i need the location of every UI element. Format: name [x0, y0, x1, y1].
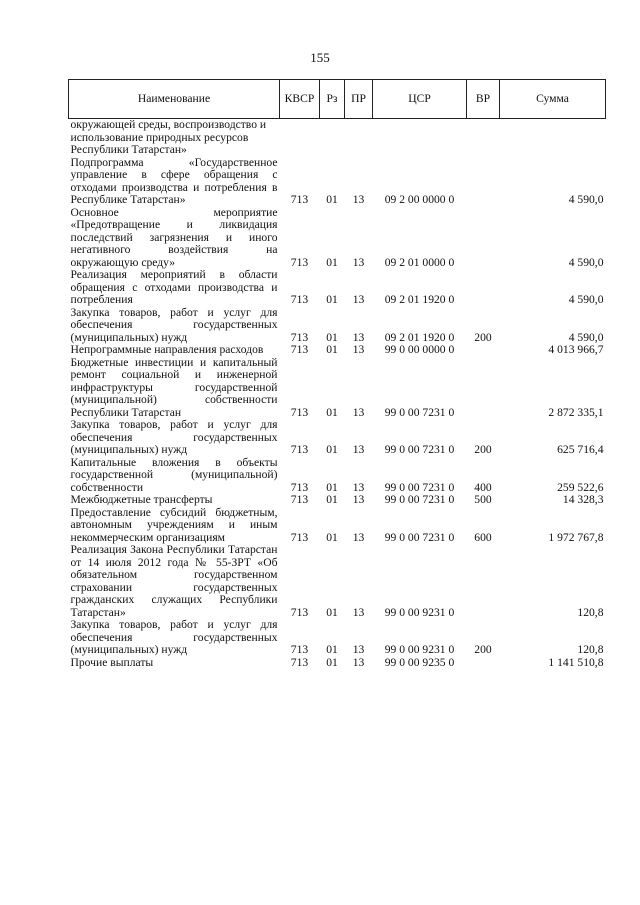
row-sum: [500, 119, 606, 157]
row-kvsr: 713: [290, 443, 309, 456]
row-name: Капитальные вложения в объекты государственной (муниципальной) собственности: [70, 455, 278, 494]
table-row: [69, 357, 606, 420]
header-csr: ЦСР: [373, 80, 467, 119]
row-vr: 400: [474, 480, 492, 494]
row-pr: 13: [352, 605, 365, 619]
row-sum: 1 141 510,8: [548, 655, 604, 669]
row-name: Непрограммные направления расходов: [70, 343, 264, 356]
row-pr: 13: [352, 330, 365, 344]
row-csr: 09 2 01 1920 0: [384, 330, 455, 344]
row-pr: 13: [352, 493, 365, 506]
row-vr: [467, 207, 500, 270]
table-row: [69, 419, 606, 457]
row-sum: 2 872 335,1: [548, 405, 604, 419]
row-name: Реализация мероприятий в области обращения с отходами производства и потребления: [70, 268, 278, 306]
row-pr: 13: [352, 530, 365, 544]
table-row: [69, 307, 606, 345]
table-row: [69, 657, 606, 670]
row-rz: 01: [326, 530, 338, 544]
row-csr: 99 0 00 7231 0: [384, 493, 455, 506]
table-row: [69, 457, 606, 495]
row-sum: 259 522,6: [557, 480, 604, 494]
row-vr: [467, 269, 500, 307]
row-name: Предоставление субсидий бюджетным, автономным учреждениям и иным некоммерческим организациям: [70, 505, 278, 544]
table-row: [69, 544, 606, 619]
row-sum: 4 590,0: [568, 255, 604, 269]
row-pr: 13: [352, 443, 365, 456]
row-rz: 01: [326, 405, 338, 419]
row-vr: [467, 344, 500, 357]
row-kvsr: 713: [290, 193, 309, 206]
row-name: Прочие выплаты: [70, 655, 154, 669]
row-pr: 13: [352, 343, 365, 356]
row-kvsr: 713: [290, 643, 309, 656]
row-csr: 99 0 00 9231 0: [384, 643, 455, 656]
row-rz: 01: [326, 193, 338, 206]
row-csr: 99 0 00 9231 0: [384, 605, 455, 619]
row-kvsr: 713: [290, 655, 309, 669]
table-row: [69, 507, 606, 545]
row-rz: 01: [326, 293, 338, 306]
row-pr: 13: [352, 293, 365, 306]
row-csr: 99 0 00 7231 0: [384, 443, 455, 456]
row-kvsr: 713: [290, 530, 309, 544]
header-kvsr: КВСР: [280, 80, 320, 119]
row-name: Бюджетные инвестиции и капитальный ремонт социальной и инженерной инфраструктуры государственной (муниципальной) собственности Республики Татарстан: [70, 355, 278, 419]
row-sum: 4 013 966,7: [548, 343, 604, 356]
row-kvsr: 713: [290, 343, 309, 356]
page-number: 155: [310, 50, 330, 65]
row-pr: 13: [352, 405, 365, 419]
row-vr: 600: [474, 530, 492, 544]
row-sum: 120,8: [577, 605, 604, 619]
row-name: Закупка товаров, работ и услуг для обеспечения государственных (муниципальных) нужд: [70, 418, 278, 456]
row-name: Закупка товаров, работ и услуг для обеспечения государственных (муниципальных) нужд: [70, 305, 278, 344]
row-rz: 01: [326, 343, 338, 356]
row-sum: 120,8: [577, 643, 604, 656]
row-sum: 625 716,4: [557, 443, 604, 456]
header-rz: Рз: [320, 80, 345, 119]
row-sum: 14 328,3: [562, 493, 604, 506]
row-csr: 09 2 01 1920 0: [384, 293, 455, 306]
row-kvsr: 713: [290, 493, 309, 506]
row-csr: [373, 119, 467, 157]
table-row: [69, 119, 606, 157]
row-pr: 13: [352, 255, 365, 269]
row-rz: [320, 119, 345, 157]
row-name: Реализация Закона Республики Татарстан от 14 июля 2012 года № 55-ЗРТ «Об обязательном государственном страховании государственных гражданских служащих Республики Татарстан»: [70, 543, 278, 619]
row-vr: [467, 119, 500, 157]
row-sum: 4 590,0: [568, 293, 604, 306]
row-pr: 13: [352, 193, 365, 206]
row-rz: 01: [326, 480, 338, 494]
row-kvsr: 713: [290, 480, 309, 494]
row-rz: 01: [326, 643, 338, 656]
row-rz: 01: [326, 443, 338, 456]
row-vr: 200: [474, 443, 492, 456]
row-csr: 99 0 00 7231 0: [384, 480, 455, 494]
table-row: [69, 157, 606, 207]
row-pr: 13: [352, 643, 365, 656]
row-kvsr: 713: [290, 293, 309, 306]
row-vr: 200: [474, 643, 492, 656]
row-vr: [467, 544, 500, 619]
table-row: [69, 207, 606, 270]
table-row: [69, 344, 606, 357]
header-vr: ВР: [467, 80, 500, 119]
table-header-row: [69, 80, 606, 119]
row-name: окружающей среды, воспроизводство и использование природных ресурсов Республики Татарстан»: [70, 118, 267, 156]
budget-table: [68, 79, 606, 669]
row-rz: 01: [326, 655, 338, 669]
row-pr: 13: [352, 655, 365, 669]
header-name: Наименование: [69, 80, 280, 119]
row-name: Основное мероприятие «Предотвращение и ликвидация последствий загрязнения и иного негативного воздействия на окружающую среду»: [70, 205, 278, 269]
row-rz: 01: [326, 605, 338, 619]
row-kvsr: [280, 119, 320, 157]
row-csr: 99 0 00 9235 0: [384, 655, 455, 669]
table-row: [69, 494, 606, 507]
row-csr: 09 2 00 0000 0: [384, 193, 455, 206]
row-vr: [467, 357, 500, 420]
row-rz: 01: [326, 255, 338, 269]
row-vr: [467, 657, 500, 670]
row-kvsr: 713: [290, 405, 309, 419]
row-rz: 01: [326, 493, 338, 506]
row-sum: 1 972 767,8: [548, 530, 604, 544]
row-csr: 09 2 01 0000 0: [384, 255, 455, 269]
header-pr: ПР: [345, 80, 373, 119]
row-csr: 99 0 00 7231 0: [384, 530, 455, 544]
row-vr: [467, 157, 500, 207]
row-sum: 4 590,0: [568, 330, 604, 344]
table-row: [69, 619, 606, 657]
table-row: [69, 269, 606, 307]
row-name: Межбюджетные трансферты: [70, 493, 213, 506]
row-name: Подпрограмма «Государственное управление в сфере обращения с отходами производства и потребления в Республике Татарстан»: [70, 155, 278, 206]
row-sum: 4 590,0: [568, 193, 604, 206]
row-vr: 200: [474, 330, 492, 344]
row-name: Закупка товаров, работ и услуг для обеспечения государственных (муниципальных) нужд: [70, 618, 278, 656]
row-kvsr: 713: [290, 330, 309, 344]
row-pr: [345, 119, 373, 157]
row-csr: 99 0 00 7231 0: [384, 405, 455, 419]
row-vr: 500: [474, 493, 492, 506]
row-kvsr: 713: [290, 605, 309, 619]
row-kvsr: 713: [290, 255, 309, 269]
row-csr: 99 0 00 0000 0: [384, 343, 455, 356]
row-pr: 13: [352, 480, 365, 494]
header-sum: Сумма: [500, 80, 606, 119]
row-rz: 01: [326, 330, 338, 344]
